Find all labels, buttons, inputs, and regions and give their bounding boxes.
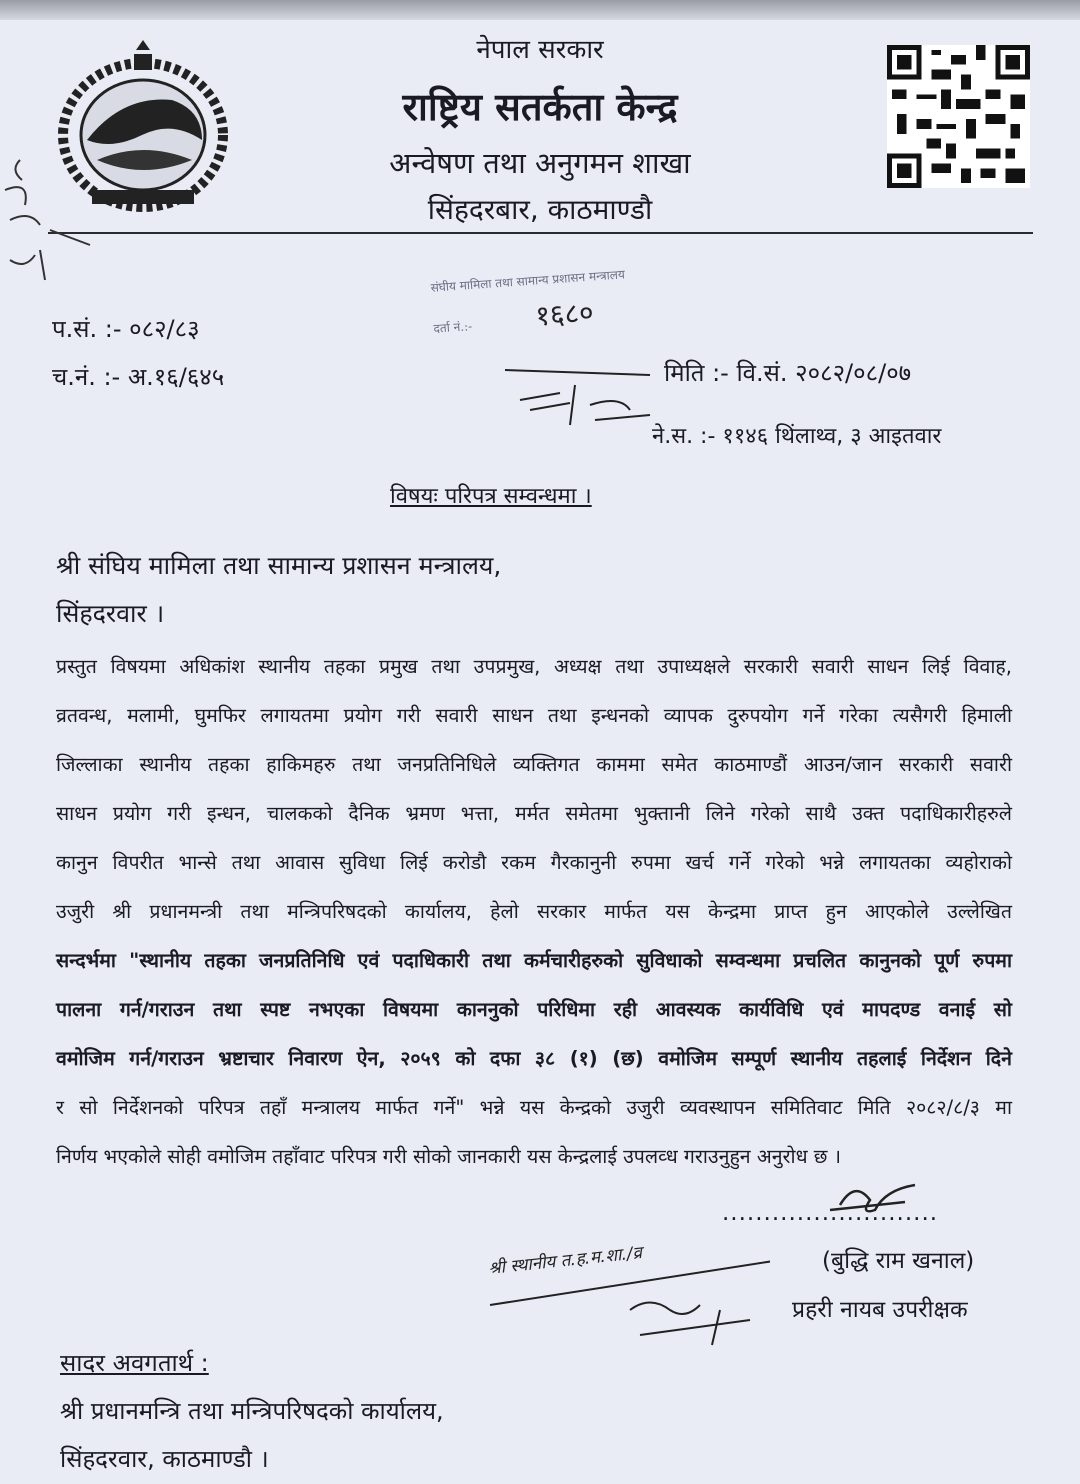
signatory-designation: प्रहरी नायब उपरीक्षक — [792, 1297, 968, 1323]
body-line: सन्दर्भमा "स्थानीय तहका जनप्रतिनिधि एवं पदाधिकारी तथा कर्मचारीहरुको सुविधाको सम्वन्धमा प्रचलित कानुनको पूर्ण रुपमा — [56, 949, 1012, 972]
addressee-line2: सिंहदरवार । — [56, 599, 165, 628]
qr-code-icon — [887, 45, 1030, 188]
cc-line2: सिंहदरवार, काठमाण्डौ । — [60, 1445, 269, 1473]
stamp-office: संघीय मामिला तथा सामान्य प्रशासन मन्त्रालय — [430, 267, 626, 295]
body-line: उजुरी श्री प्रधानमन्त्री तथा मन्त्रिपरिषदको कार्यालय, हेलो सरकार मार्फत यस केन्द्रमा प्राप्त हुन आएकोले उल्लेखित — [56, 900, 1012, 923]
signature-dots: .......................... — [722, 1200, 939, 1226]
header-divider — [48, 232, 1033, 234]
nepal-sambat-date: ने.स. :- ११४६ थिंलाथ्व, ३ आइतवार — [652, 424, 942, 449]
body-line: कानुन विपरीत भान्से तथा आवास सुविधा लिई करोडौ रकम गैरकानुनी रुपमा खर्च गर्ने गरेको भन्ने लगायतका व्यहोराको — [56, 851, 1012, 874]
header-branch: अन्वेषण तथा अनुगमन शाखा — [389, 146, 691, 180]
body-line: वमोजिम गर्न/गराउन भ्रष्टाचार निवारण ऐन, २०५९ को दफा ३८ (१) (छ) वमोजिम सम्पूर्ण स्थानीय तहलाई निर्देशन दिने — [56, 1047, 1012, 1070]
header-government: नेपाल सरकार — [476, 35, 604, 65]
addressee-line1: श्री संघिय मामिला तथा सामान्य प्रशासन मन्त्रालय, — [56, 551, 502, 580]
cc-line1: श्री प्रधानमन्त्रि तथा मन्त्रिपरिषदको कार्यालय, — [60, 1397, 444, 1425]
handwritten-endorsement — [480, 1250, 770, 1350]
body-line: जिल्लाका स्थानीय तहका हाकिमहरु तथा जनप्रतिनिधिले व्यक्तिगत काममा समेत काठमाण्डौं आउन/जान सरकारी सवारी — [56, 753, 1012, 776]
body-line: पालना गर्न/गराउन तथा स्पष्ट नभएका विषयमा काननुको परिधिमा रही आवस्यक कार्यविधि एवं मापदण्ड वनाई सो — [56, 998, 1012, 1021]
body-line: र सो निर्देशनको परिपत्र तहाँ मन्त्रालय मार्फत गर्ने" भन्ने यस केन्द्रको उजुरी व्यवस्थापन समितिवाट मिति २०८२/८/३ मा — [56, 1096, 1012, 1119]
header-address: सिंहदरबार, काठमाण्डौ — [427, 193, 653, 226]
stamp-darta-number: १६८० — [534, 295, 595, 333]
body-line: निर्णय भएकोले सोही वमोजिम तहाँवाट परिपत्र गरी सोको जानकारी यस केन्द्रलाई उपलव्ध गराउनुहुन अनुरोध छ । — [56, 1145, 842, 1168]
signatory-name: (बुद्धि राम खनाल) — [822, 1248, 975, 1274]
header-office-name: राष्ट्रिय सतर्कता केन्द्र — [402, 85, 678, 129]
handwritten-forwarding-note: श्री स्थानीय त.ह.म.शा./व्र — [487, 1242, 643, 1279]
patra-sankhya: प.सं. :- ०८२/८३ — [52, 315, 200, 343]
subject: विषयः परिपत्र सम्वन्धमा । — [390, 484, 592, 509]
body-line: व्रतवन्ध, मलामी, घुमफिर लगायतमा प्रयोग गरी सवारी साधन तथा इन्धनको व्यापक दुरुपयोग गर्ने गरेका त्यसैगरी हिमाली — [56, 704, 1012, 727]
cc-heading: सादर अवगतार्थ : — [60, 1349, 209, 1377]
received-stamp — [430, 265, 628, 341]
stamp-darta-label: दर्ता नं.:- — [433, 319, 473, 336]
miti-date: मिति :- वि.सं. २०८२/०८/०७ — [664, 359, 912, 387]
handwritten-date-mark — [500, 365, 660, 435]
handwritten-margin-note — [0, 150, 110, 300]
body-line: प्रस्तुत विषयमा अधिकांश स्थानीय तहका प्रमुख तथा उपप्रमुख, अध्यक्ष तथा उपाध्यक्षले सरकारी सवारी साधन लिई विवाह, — [56, 655, 1012, 678]
body-line: साधन प्रयोग गरी इन्धन, चालकको दैनिक भ्रमण भत्ता, मर्मत समेतमा भुक्तानी लिने गरेको साथै उक्त पदाधिकारीहरुले — [56, 802, 1012, 825]
chalani-number: च.नं. :- अ.१६/६४५ — [52, 363, 225, 391]
scan-top-edge — [0, 0, 1080, 20]
